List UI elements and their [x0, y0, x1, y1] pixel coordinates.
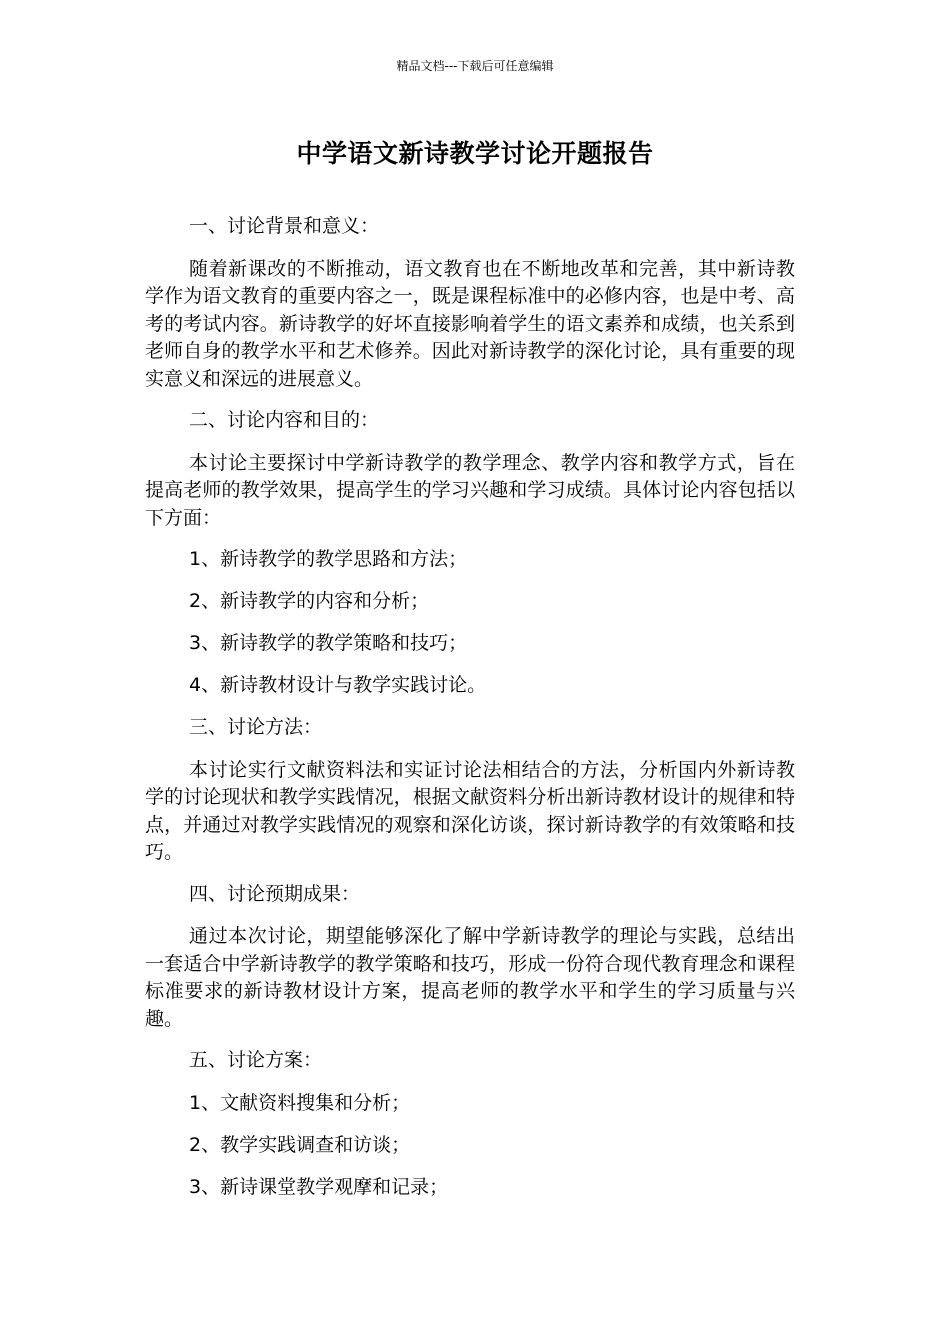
section-1-paragraph: 随着新课改的不断推动，语文教育也在不断地改革和完善，其中新诗教学作为语文教育的重要内容之一，既是课程标准中的必修内容，也是中考、高考的考试内容。新诗教学的好坏直接影响着学生的语文素养和成绩，也关系到老师自身的教学水平和艺术修养。因此对新诗教学的深化讨论，具有重要的现实意义和深远的进展意义。	[145, 257, 795, 390]
section-3-paragraph: 本讨论实行文献资料法和实证讨论法相结合的方法，分析国内外新诗教学的讨论现状和教学实践情况，根据文献资料分析出新诗教材设计的规律和特点，并通过对教学实践情况的观察和深化访谈，探讨新诗教学的有效策略和技巧。	[145, 758, 795, 863]
section-5-list-item: 3、新诗课堂教学观摩和记录；	[189, 1175, 449, 1198]
section-4-heading: 四、讨论预期成果：	[189, 882, 361, 905]
section-4-paragraph: 通过本次讨论，期望能够深化了解中学新诗教学的理论与实践，总结出一套适合中学新诗教学的教学策略和技巧，形成一份符合现代教育理念和课程标准要求的新诗教材设计方案，提高老师的教学水平和学生的学习质量与兴趣。	[145, 925, 795, 1030]
section-5-list-item: 1、文献资料搜集和分析；	[189, 1091, 411, 1114]
section-2-heading: 二、讨论内容和目的：	[189, 409, 380, 431]
section-2-paragraph: 本讨论主要探讨中学新诗教学的教学理念、教学内容和教学方式，旨在提高老师的教学效果，提高学生的学习兴趣和学习成绩。具体讨论内容包括以下方面：	[145, 451, 795, 529]
page-header-note: 精品文档---下载后可任意编辑	[396, 59, 554, 73]
document-title: 中学语文新诗教学讨论开题报告	[296, 139, 654, 168]
section-5-heading: 五、讨论方案：	[189, 1049, 323, 1071]
section-2-list-item: 3、新诗教学的教学策略和技巧；	[189, 632, 468, 654]
document-body	[145, 213, 795, 1216]
section-2-list-item: 4、新诗教材设计与教学实践讨论。	[189, 674, 487, 696]
section-1-heading: 一、讨论背景和意义：	[189, 215, 380, 237]
section-5-list-item: 2、教学实践调查和访谈；	[189, 1133, 411, 1156]
section-2-list-item: 2、新诗教学的内容和分析；	[189, 590, 430, 612]
section-2-list-item: 1、新诗教学的教学思路和方法；	[189, 548, 468, 570]
section-3-heading: 三、讨论方法：	[189, 716, 323, 738]
